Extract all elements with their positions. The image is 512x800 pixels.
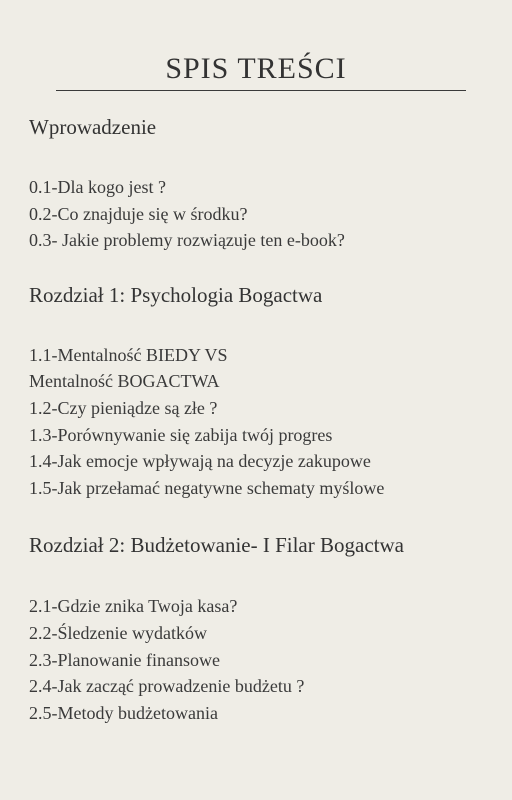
toc-item: 2.5-Metody budżetowania <box>29 702 218 723</box>
toc-item-list <box>29 342 492 502</box>
toc-item: 1.2-Czy pieniądze są złe ? <box>29 397 218 418</box>
table-of-contents <box>29 113 492 726</box>
toc-item: 1.1-Mentalność BIEDY VS <box>29 344 228 365</box>
toc-item-list <box>29 593 492 726</box>
page-title: SPIS TREŚCI <box>165 52 347 85</box>
toc-section-chapter-2 <box>29 531 492 726</box>
toc-item: 2.1-Gdzie znika Twoja kasa? <box>29 596 238 617</box>
title-divider <box>56 90 466 91</box>
toc-item: 2.3-Planowanie finansowe <box>29 649 220 670</box>
toc-item: Mentalność BOGACTWA <box>29 371 220 392</box>
toc-item: 1.5-Jak przełamać negatywne schematy myślowe <box>29 477 385 498</box>
toc-item: 2.4-Jak zacząć prowadzenie budżetu ? <box>29 676 305 697</box>
toc-section-introduction <box>29 113 492 254</box>
toc-item: 1.3-Porównywanie się zabija twój progres <box>29 424 333 445</box>
toc-item-list <box>29 174 492 254</box>
toc-item: 2.2-Śledzenie wydatków <box>29 622 207 643</box>
toc-item: 0.3- Jakie problemy rozwiązuje ten e-book? <box>29 230 345 251</box>
section-heading: Wprowadzenie <box>29 115 157 139</box>
toc-item: 1.4-Jak emocje wpływają na decyzje zakupowe <box>29 451 371 472</box>
toc-item: 0.1-Dla kogo jest ? <box>29 177 166 197</box>
section-heading: Rozdział 1: Psychologia Bogactwa <box>29 282 323 307</box>
toc-section-chapter-1 <box>29 281 492 502</box>
section-heading: Rozdział 2: Budżetowanie- I Filar Bogactwa <box>29 533 404 558</box>
toc-item: 0.2-Co znajduje się w środku? <box>29 203 248 224</box>
